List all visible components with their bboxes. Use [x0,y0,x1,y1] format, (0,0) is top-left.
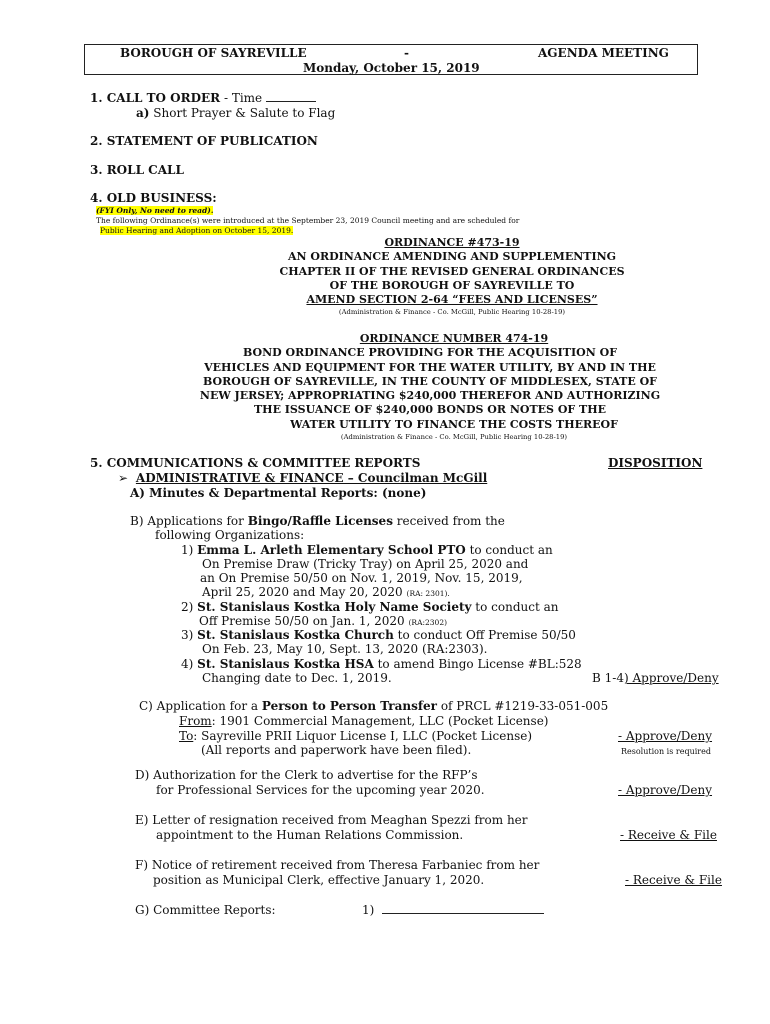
transfer-bold: Person to Person Transfer [261,699,437,713]
organization-name: St. Stanislaus Kostka HSA [197,657,374,671]
roll-call: 3. ROLL CALL [90,163,184,177]
resignation-disposition: - Receive & File [620,828,717,842]
header-dash: - [404,46,409,60]
ordinance-474-note: (Administration & Finance - Co. McGill, Public Hearing 10-28-19) [340,433,568,442]
bingo-item-2-line [199,614,447,628]
ordinance-474-line: NEW JERSEY; APPROPRIATING $240,000 THEREFOR AND AUTHORIZING [199,389,661,403]
ordinance-intro-1: The following Ordinance(s) were introduced at the September 23, 2019 Council meeting and are scheduled for [96,216,520,225]
ordinance-473-note: (Administration & Finance - Co. McGill, Public Hearing 10-28-19) [338,308,566,317]
resolution-required: Resolution is required [621,747,711,756]
ordinance-474-line: THE ISSUANCE OF $240,000 BONDS OR NOTES OF THE [253,403,607,417]
call-to-order [90,91,316,105]
resignation-line-1: E) Letter of resignation received from Meaghan Spezzi from her [135,813,528,827]
header-meeting: AGENDA MEETING [538,46,669,60]
rfp-disposition: - Approve/Deny [618,783,713,797]
to-label: To [179,729,194,743]
bingo-disposition [592,671,719,685]
item-number: 1) [362,903,375,917]
call-to-order-time: - Time [223,91,263,105]
header-date: Monday, October 15, 2019 [303,61,480,75]
transfer-pre: C) Application for a [139,699,262,713]
committee-line [118,471,487,485]
item-number: 3) [181,628,194,642]
bingo-item-1 [181,543,553,557]
bingo-intro-2: following Organizations: [155,528,305,542]
item-number: 1) [181,543,194,557]
ordinance-474-line: BOND ORDINANCE PROVIDING FOR THE ACQUISITION OF [242,346,618,360]
bingo-intro-bold: Bingo/Raffle Licenses [247,514,393,528]
bingo-intro-post: received from the [392,514,505,528]
time-blank-line [266,91,316,102]
rfp-line-2: for Professional Services for the upcoming year 2020. [156,783,485,797]
committee-reports-label: G) Committee Reports: [135,903,276,917]
ordinance-473-line: CHAPTER II OF THE REVISED GENERAL ORDINANCES [279,264,625,278]
transfer-disposition: - Approve/Deny [618,729,713,743]
transfer-line [139,699,608,713]
retirement-line-1: F) Notice of retirement received from Theresa Farbaniec from her [135,858,540,872]
disposition-prefix: B 1-4 [592,671,624,685]
committee-name: ADMINISTRATIVE & FINANCE – Councilman McGill [135,471,488,485]
bingo-item-3-line: On Feb. 23, May 10, Sept. 13, 2020 (RA:2303). [202,642,488,656]
bingo-item-4-line: Changing date to Dec. 1, 2019. [202,671,392,685]
item-ref: (RA: 2301). [406,589,450,598]
prayer-text: Short Prayer & Salute to Flag [153,106,336,120]
item-text: to conduct an [465,543,553,557]
bingo-intro-pre: B) Applications for [130,514,248,528]
to-text: : Sayreville PRII Liquor License I, LLC (Pocket License) [193,729,533,743]
retirement-disposition: - Receive & File [625,873,722,887]
transfer-post: of PRCL #1219-33-051-005 [437,699,609,713]
prayer-item [136,106,335,120]
transfer-to [179,729,532,743]
item-text: Off Premise 50/50 on Jan. 1, 2020 [199,614,405,628]
disposition-text: ) Approve/Deny [623,671,719,685]
arrow-bullet-icon: ➢ [118,471,129,485]
from-label: From [179,714,212,728]
transfer-from [179,714,548,728]
ordinance-intro-2: Public Hearing and Adoption on October 15, 2019. [100,226,294,235]
item-text: to amend Bingo License #BL:528 [373,657,582,671]
organization-name: St. Stanislaus Kostka Church [197,628,394,642]
disposition-heading: DISPOSITION [608,456,703,470]
rfp-line-1: D) Authorization for the Clerk to advertise for the RFP’s [135,768,478,782]
header-borough: BOROUGH OF SAYREVILLE [120,46,307,60]
ordinance-473 [152,236,752,317]
resignation-line-2: appointment to the Human Relations Commission. [156,828,464,842]
organization-name: St. Stanislaus Kostka Holy Name Society [197,600,472,614]
ordinance-473-line: AN ORDINANCE AMENDING AND SUPPLEMENTING [287,250,617,264]
bingo-item-1-line-last [202,585,450,599]
committee-report-blank-line [382,903,544,914]
minutes-reports: A) Minutes & Departmental Reports: (none) [130,486,427,500]
communications-heading: 5. COMMUNICATIONS & COMMITTEE REPORTS [90,456,421,470]
ordinance-474-line: BOROUGH OF SAYREVILLE, IN THE COUNTY OF MIDDLESEX, STATE OF [203,374,657,388]
bingo-intro [130,514,505,528]
ordinance-473-line: OF THE BOROUGH OF SAYREVILLE TO [329,278,575,292]
statement-of-publication: 2. STATEMENT OF PUBLICATION [90,134,318,148]
item-number: 2) [181,600,194,614]
bingo-item-3 [181,628,576,642]
bingo-item-4 [181,657,582,671]
item-text: to conduct an [471,600,559,614]
ordinance-474-line: VEHICLES AND EQUIPMENT FOR THE WATER UTILITY, BY AND IN THE [204,360,656,374]
ordinance-473-line: AMEND SECTION 2-64 “FEES AND LICENSES” [306,293,598,307]
ordinance-473-number: ORDINANCE #473-19 [384,236,520,249]
bingo-item-2 [181,600,558,614]
old-business-heading: 4. OLD BUSINESS: [90,191,217,205]
bingo-item-1-line: an On Premise 50/50 on Nov. 1, 2019, Nov. 15, 2019, [200,571,523,585]
item-number: 4) [181,657,194,671]
from-text: : 1901 Commercial Management, LLC (Pocket License) [211,714,549,728]
fyi-note: (FYI Only, No need to read). [96,206,214,215]
item-ref: (RA:2302) [408,618,448,627]
item-text: April 25, 2020 and May 20, 2020 [202,585,403,599]
committee-reports-item [362,903,544,917]
ordinance-474-line: WATER UTILITY TO FINANCE THE COSTS THEREOF [290,417,618,431]
bingo-item-1-line: On Premise Draw (Tricky Tray) on April 25, 2020 and [202,557,529,571]
transfer-note: (All reports and paperwork have been filed). [201,743,472,757]
ordinance-474-number: ORDINANCE NUMBER 474-19 [359,332,549,345]
retirement-line-2: position as Municipal Clerk, effective January 1, 2020. [153,873,485,887]
ordinance-474 [130,332,730,442]
item-text: to conduct Off Premise 50/50 [393,628,576,642]
call-to-order-heading: 1. CALL TO ORDER [90,91,221,105]
organization-name: Emma L. Arleth Elementary School PTO [197,543,466,557]
prayer-label: a) [136,106,150,120]
